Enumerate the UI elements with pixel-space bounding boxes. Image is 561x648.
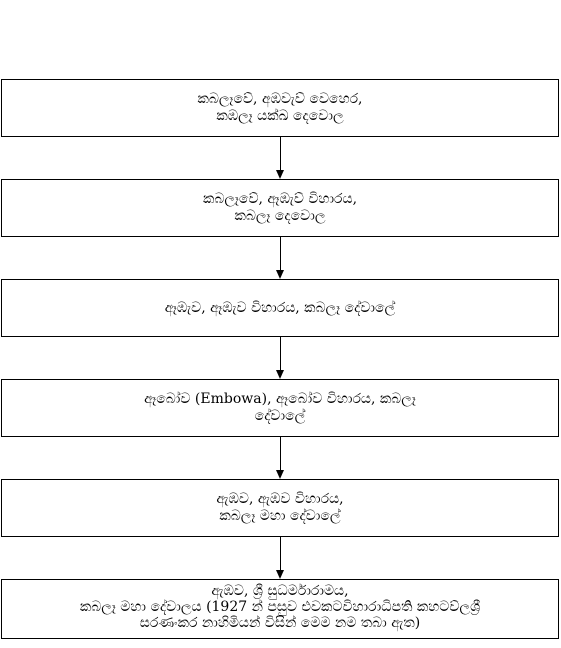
- flow-arrow-3-head: [276, 370, 284, 379]
- flow-step-1-line-1: කබලෑවේ, අඹවැව් වෙහෙර,: [197, 91, 363, 107]
- flow-arrow-4-head: [276, 470, 284, 479]
- flow-step-1-line-2: කඹලෑ යක්ඛ දෙවොල: [216, 108, 344, 124]
- flow-step-2: [1, 179, 559, 237]
- flow-arrow-5-head: [276, 570, 284, 579]
- flow-step-3: [1, 279, 559, 337]
- flow-step-4-line-1: ඈබෝව (Embowa), ඈබෝව විහාරය, කබලෑ: [144, 391, 416, 407]
- flow-arrow-1-head: [276, 170, 284, 179]
- flow-step-2-line-2: කබලෑ දෙවොල: [234, 208, 326, 224]
- flow-step-5-line-1: ඇඹව, ඇඹව විහාරය,: [216, 491, 344, 507]
- flow-arrow-2: [280, 237, 281, 279]
- flow-arrow-5: [280, 537, 281, 579]
- flow-arrow-4-shaft: [280, 437, 281, 470]
- flow-arrow-1: [280, 137, 281, 179]
- flow-arrow-3: [280, 337, 281, 379]
- flow-step-4: [1, 379, 559, 437]
- flow-step-1: [1, 79, 559, 137]
- flow-arrow-4: [280, 437, 281, 479]
- flow-step-6: [1, 579, 559, 639]
- flow-step-5: [1, 479, 559, 537]
- flow-step-4-line-2: දේවාලේ: [254, 408, 306, 424]
- flow-step-6-line-1: ඇඹව, ශ්‍රී සුධර්මාරාමය,: [211, 583, 349, 599]
- flow-arrow-1-shaft: [280, 137, 281, 170]
- flow-step-5-line-2: කබලෑ මහා දේවාලේ: [219, 508, 341, 524]
- flow-arrow-2-head: [276, 270, 284, 279]
- flow-step-2-line-1: කබලෑවේ, ඈඹැව් විහාරය,: [202, 191, 358, 207]
- flow-step-6-line-3: සරණංකර නාහිමියන් විසින් මෙම නම තබා ඇත): [139, 615, 421, 631]
- flow-step-6-line-2: කබලෑ මහා දේවාලය (1927 න් පසුව එවකටවිහාරාධිපති කහටව්ලශ්‍රී: [79, 599, 481, 615]
- flow-arrow-5-shaft: [280, 537, 281, 570]
- flow-step-3-line-1: ඈඹැව, ඈඹැව විහාරය, කබලෑ දේවාලේ: [164, 299, 396, 316]
- flow-arrow-2-shaft: [280, 237, 281, 270]
- flow-arrow-3-shaft: [280, 337, 281, 370]
